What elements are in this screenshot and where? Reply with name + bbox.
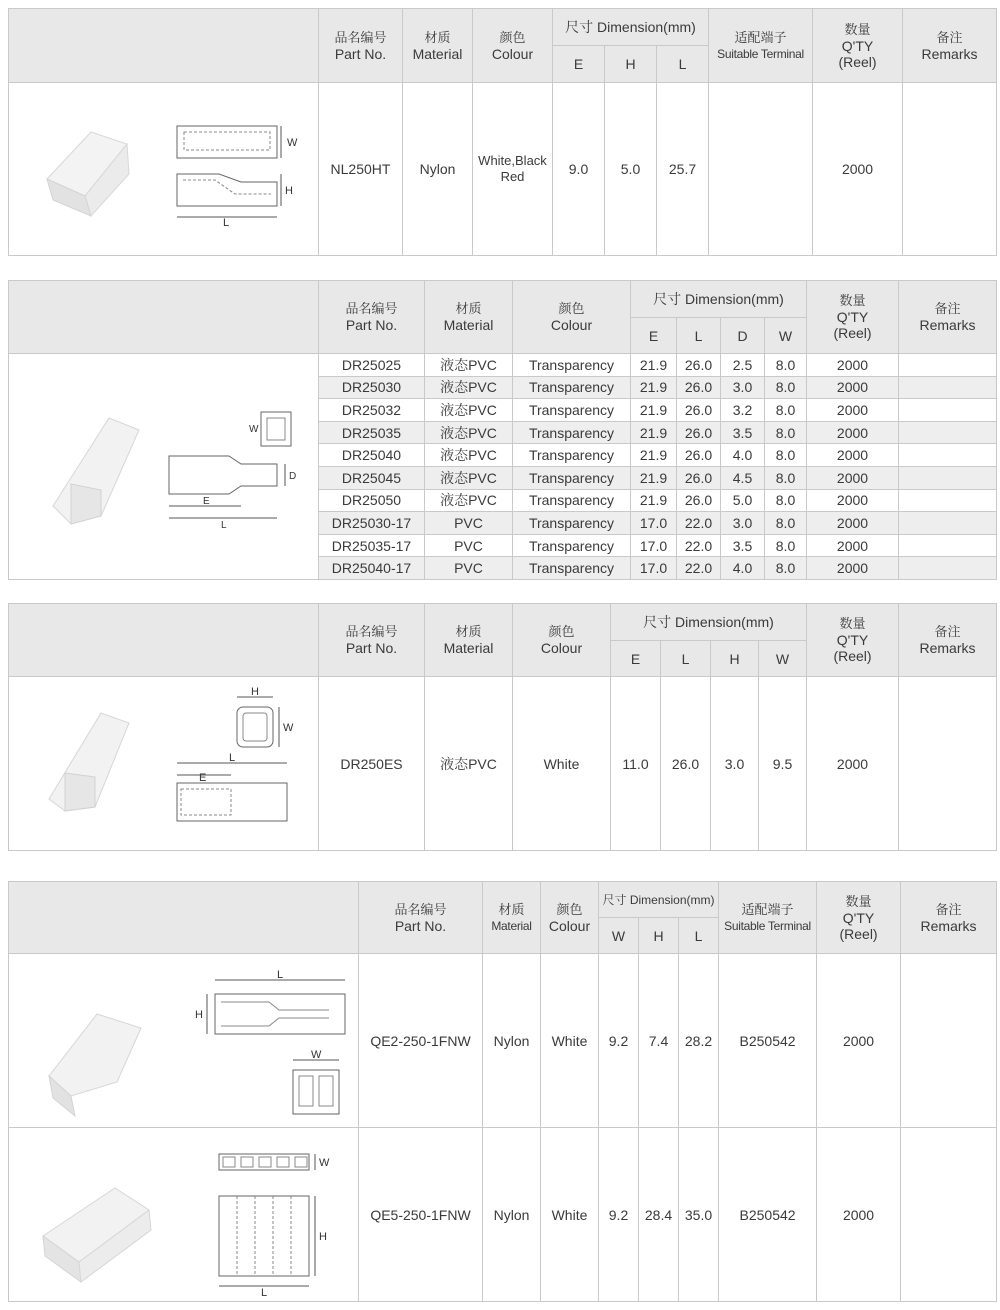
- dim-d-cell: 3.0: [721, 376, 765, 399]
- colour-cell: Transparency: [513, 421, 631, 444]
- dim-d-cell: 5.0: [721, 489, 765, 512]
- material-cell: Nylon: [403, 83, 473, 256]
- table-qe-250: [8, 881, 997, 1302]
- header-dim-l: L: [661, 641, 711, 677]
- table-nl250ht: [8, 8, 997, 256]
- dim-d-cell: 4.0: [721, 444, 765, 467]
- header-part-no: 品名编号 Part No.: [319, 604, 425, 677]
- header-colour: 颜色 Colour: [473, 9, 553, 83]
- dim-w-cell: 8.0: [765, 557, 807, 580]
- qty-cell: 2000: [807, 557, 899, 580]
- header-dimension: 尺寸 Dimension(mm): [631, 281, 807, 318]
- dim-d-cell: 4.0: [721, 557, 765, 580]
- dim-d-cell: 4.5: [721, 466, 765, 489]
- dim-w-cell: 8.0: [765, 376, 807, 399]
- header-dim-d: D: [721, 318, 765, 354]
- dim-label-w: W: [319, 1156, 330, 1169]
- dim-e-cell: 21.9: [631, 489, 677, 512]
- qty-cell: 2000: [813, 83, 903, 256]
- dim-e-cell: 21.9: [631, 399, 677, 422]
- dim-w-cell: 8.0: [765, 421, 807, 444]
- product-image-qe2: [9, 954, 359, 1128]
- material-cell: Nylon: [483, 1128, 541, 1302]
- dim-e-cell: 21.9: [631, 376, 677, 399]
- image-header-blank: [9, 9, 319, 83]
- material-cell: 液态PVC: [425, 489, 513, 512]
- part-no-cell: DR25040-17: [319, 557, 425, 580]
- dim-l-cell: 26.0: [677, 421, 721, 444]
- material-cell: 液态PVC: [425, 421, 513, 444]
- dim-e-cell: 21.9: [631, 444, 677, 467]
- dim-l-cell: 26.0: [677, 354, 721, 377]
- colour-cell: Transparency: [513, 376, 631, 399]
- qty-cell: 2000: [817, 954, 901, 1128]
- dim-label-l: L: [221, 520, 227, 532]
- header-part-no: 品名编号 Part No.: [359, 882, 483, 954]
- colour-cell: Transparency: [513, 466, 631, 489]
- dim-label-l: L: [261, 1286, 268, 1299]
- header-terminal: 适配端子 Suitable Terminal: [719, 882, 817, 954]
- material-cell: 液态PVC: [425, 399, 513, 422]
- part-no-cell: QE5-250-1FNW: [359, 1128, 483, 1302]
- material-cell: 液态PVC: [425, 677, 513, 851]
- header-dim-w: W: [759, 641, 807, 677]
- colour-cell: Transparency: [513, 534, 631, 557]
- dim-label-w: W: [249, 424, 259, 436]
- header-qty: 数量 Q'TY (Reel): [817, 882, 901, 954]
- dim-e-cell: 21.9: [631, 421, 677, 444]
- dim-e-cell: 9.0: [553, 83, 605, 256]
- dim-label-d: D: [289, 471, 297, 483]
- product-image-nl250ht: [9, 83, 319, 256]
- remarks-cell: [899, 677, 997, 851]
- dim-d-cell: 3.0: [721, 512, 765, 535]
- qty-cell: 2000: [807, 354, 899, 377]
- table-dr25: [8, 280, 997, 580]
- header-material: 材质 Material: [425, 281, 513, 354]
- dim-e-cell: 21.9: [631, 354, 677, 377]
- colour-cell: Transparency: [513, 489, 631, 512]
- header-dim-e: E: [631, 318, 677, 354]
- dim-w-cell: 9.5: [759, 677, 807, 851]
- header-colour: 颜色 Colour: [541, 882, 599, 954]
- dim-l-cell: 22.0: [677, 534, 721, 557]
- remarks-cell: [899, 512, 997, 535]
- dim-e-cell: 21.9: [631, 466, 677, 489]
- dim-w-cell: 9.2: [599, 1128, 639, 1302]
- dim-w-cell: 8.0: [765, 444, 807, 467]
- qty-cell: 2000: [807, 512, 899, 535]
- terminal-cell: [709, 83, 813, 256]
- colour-cell: White: [541, 1128, 599, 1302]
- qty-cell: 2000: [807, 421, 899, 444]
- dim-h-cell: 28.4: [639, 1128, 679, 1302]
- colour-cell: Transparency: [513, 354, 631, 377]
- dim-label-h: H: [319, 1230, 327, 1243]
- dim-label-e: E: [203, 496, 210, 508]
- header-dimension: 尺寸 Dimension(mm): [611, 604, 807, 641]
- colour-cell: White: [541, 954, 599, 1128]
- qty-cell: 2000: [817, 1128, 901, 1302]
- dim-w-cell: 8.0: [765, 489, 807, 512]
- terminal-cell: B250542: [719, 954, 817, 1128]
- dim-w-cell: 8.0: [765, 466, 807, 489]
- qty-cell: 2000: [807, 677, 899, 851]
- dim-e-cell: 17.0: [631, 534, 677, 557]
- remarks-cell: [899, 466, 997, 489]
- table-row: [9, 354, 997, 377]
- dim-e-cell: 17.0: [631, 557, 677, 580]
- material-cell: Nylon: [483, 954, 541, 1128]
- dim-l-cell: 22.0: [677, 512, 721, 535]
- header-qty: 数量 Q'TY (Reel): [807, 281, 899, 354]
- material-cell: PVC: [425, 512, 513, 535]
- image-header-blank: [9, 281, 319, 354]
- dim-l-cell: 22.0: [677, 557, 721, 580]
- image-header-blank: [9, 604, 319, 677]
- qty-cell: 2000: [807, 489, 899, 512]
- header-dim-w: W: [599, 918, 639, 954]
- dim-label-l: L: [223, 217, 230, 229]
- remarks-cell: [899, 444, 997, 467]
- qty-cell: 2000: [807, 376, 899, 399]
- dim-w-cell: 8.0: [765, 534, 807, 557]
- header-material: 材质 Material: [483, 882, 541, 954]
- remarks-cell: [899, 376, 997, 399]
- remarks-cell: [899, 534, 997, 557]
- header-dim-e: E: [611, 641, 661, 677]
- product-image-dr250es: [9, 677, 319, 851]
- material-cell: PVC: [425, 557, 513, 580]
- dim-l-cell: 25.7: [657, 83, 709, 256]
- header-terminal: 适配端子 Suitable Terminal: [709, 9, 813, 83]
- dim-h-cell: 3.0: [711, 677, 759, 851]
- header-dim-e: E: [553, 46, 605, 83]
- qty-cell: 2000: [807, 444, 899, 467]
- part-no-cell: DR25035: [319, 421, 425, 444]
- dim-l-cell: 26.0: [677, 399, 721, 422]
- part-no-cell: DR25050: [319, 489, 425, 512]
- colour-cell: White,Black Red: [473, 83, 553, 256]
- part-no-cell: DR250ES: [319, 677, 425, 851]
- header-colour: 颜色 Colour: [513, 604, 611, 677]
- remarks-cell: [899, 399, 997, 422]
- header-material: 材质 Material: [403, 9, 473, 83]
- dim-d-cell: 3.5: [721, 534, 765, 557]
- colour-cell: Transparency: [513, 444, 631, 467]
- material-cell: 液态PVC: [425, 376, 513, 399]
- dim-e-cell: 17.0: [631, 512, 677, 535]
- material-cell: 液态PVC: [425, 466, 513, 489]
- remarks-cell: [901, 1128, 997, 1302]
- remarks-cell: [899, 489, 997, 512]
- dim-label-e: E: [199, 771, 207, 784]
- header-dim-l: L: [677, 318, 721, 354]
- dim-label-w: W: [311, 1048, 322, 1061]
- header-remarks: 备注 Remarks: [901, 882, 997, 954]
- qty-cell: 2000: [807, 466, 899, 489]
- part-no-cell: QE2-250-1FNW: [359, 954, 483, 1128]
- header-qty: 数量 Q'TY (Reel): [807, 604, 899, 677]
- dim-d-cell: 2.5: [721, 354, 765, 377]
- dim-label-h: H: [285, 185, 293, 197]
- dim-l-cell: 35.0: [679, 1128, 719, 1302]
- part-no-cell: DR25025: [319, 354, 425, 377]
- header-material: 材质 Material: [425, 604, 513, 677]
- dim-label-w: W: [287, 137, 298, 149]
- product-image-qe5: [9, 1128, 359, 1302]
- dim-l-cell: 26.0: [677, 444, 721, 467]
- material-cell: PVC: [425, 534, 513, 557]
- colour-cell: White: [513, 677, 611, 851]
- dim-d-cell: 3.2: [721, 399, 765, 422]
- dim-l-cell: 26.0: [677, 489, 721, 512]
- dim-d-cell: 3.5: [721, 421, 765, 444]
- part-no-cell: DR25035-17: [319, 534, 425, 557]
- remarks-cell: [899, 354, 997, 377]
- colour-cell: Transparency: [513, 399, 631, 422]
- remarks-cell: [901, 954, 997, 1128]
- header-dim-l: L: [679, 918, 719, 954]
- part-no-cell: DR25032: [319, 399, 425, 422]
- header-dimension: 尺寸 Dimension(mm): [553, 9, 709, 46]
- header-dim-w: W: [765, 318, 807, 354]
- dim-label-w: W: [283, 721, 294, 734]
- part-no-cell: DR25045: [319, 466, 425, 489]
- header-dim-h: H: [605, 46, 657, 83]
- part-no-cell: NL250HT: [319, 83, 403, 256]
- part-no-cell: DR25040: [319, 444, 425, 467]
- dim-l-cell: 26.0: [661, 677, 711, 851]
- remarks-cell: [899, 421, 997, 444]
- header-part-no: 品名编号 Part No.: [319, 9, 403, 83]
- colour-cell: Transparency: [513, 512, 631, 535]
- dim-w-cell: 9.2: [599, 954, 639, 1128]
- dim-h-cell: 5.0: [605, 83, 657, 256]
- dim-label-l: L: [277, 968, 284, 981]
- header-dim-h: H: [711, 641, 759, 677]
- qty-cell: 2000: [807, 534, 899, 557]
- colour-cell: Transparency: [513, 557, 631, 580]
- part-no-cell: DR25030: [319, 376, 425, 399]
- header-qty: 数量 Q'TY (Reel): [813, 9, 903, 83]
- header-remarks: 备注 Remarks: [899, 604, 997, 677]
- header-part-no: 品名编号 Part No.: [319, 281, 425, 354]
- dim-l-cell: 28.2: [679, 954, 719, 1128]
- dim-w-cell: 8.0: [765, 354, 807, 377]
- header-dim-l: L: [657, 46, 709, 83]
- header-dim-h: H: [639, 918, 679, 954]
- remarks-cell: [899, 557, 997, 580]
- header-dimension: 尺寸 Dimension(mm): [599, 882, 719, 918]
- dim-l-cell: 26.0: [677, 376, 721, 399]
- material-cell: 液态PVC: [425, 354, 513, 377]
- material-cell: 液态PVC: [425, 444, 513, 467]
- table-dr250es: [8, 603, 997, 851]
- header-colour: 颜色 Colour: [513, 281, 631, 354]
- terminal-cell: B250542: [719, 1128, 817, 1302]
- dim-label-l: L: [229, 751, 236, 764]
- qty-cell: 2000: [807, 399, 899, 422]
- header-remarks: 备注 Remarks: [899, 281, 997, 354]
- product-image-dr25: [9, 354, 319, 580]
- dim-label-h: H: [195, 1008, 203, 1021]
- dim-label-h: H: [251, 685, 259, 698]
- header-remarks: 备注 Remarks: [903, 9, 997, 83]
- dim-l-cell: 26.0: [677, 466, 721, 489]
- dim-w-cell: 8.0: [765, 399, 807, 422]
- dim-w-cell: 8.0: [765, 512, 807, 535]
- part-no-cell: DR25030-17: [319, 512, 425, 535]
- dim-e-cell: 11.0: [611, 677, 661, 851]
- remarks-cell: [903, 83, 997, 256]
- dim-h-cell: 7.4: [639, 954, 679, 1128]
- image-header-blank: [9, 882, 359, 954]
